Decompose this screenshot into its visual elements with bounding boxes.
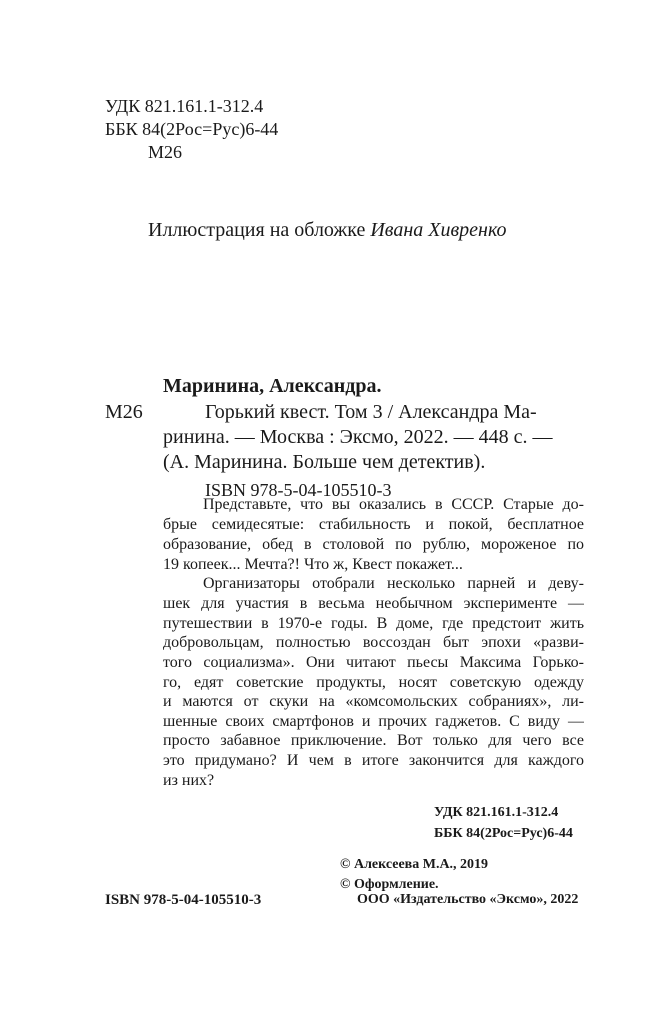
annotation-line: 19 копеек... Мечта?! Что ж, Квест покажет...: [163, 556, 463, 573]
illustration-artist: Ивана Хивренко: [370, 219, 507, 241]
author-mark: М26: [148, 142, 183, 162]
annotation-line: Организаторы отобрали несколько парней и деву-: [203, 575, 584, 592]
annotation-line: из них?: [163, 772, 215, 789]
bottom-bbk-code: ББК 84(2Рос=Рус)6-44: [434, 826, 573, 841]
annotation-line: шенные своих смартфонов и прочих гаджетов. С виду —: [163, 713, 584, 730]
annotation-line: шек для участия в весьма необычном эксперименте —: [163, 595, 584, 612]
author-heading: Маринина, Александра.: [163, 375, 382, 397]
annotation-line: добровольцам, полностью воссоздан быт эпохи «разви-: [163, 634, 584, 651]
annotation-line: го, едят советские продукты, носят советскую одежду: [163, 674, 584, 691]
udk-code: УДК 821.161.1-312.4: [105, 96, 264, 116]
copyright-author: © Алексеева М.А., 2019: [340, 857, 489, 872]
record-isbn: ISBN 978-5-04-105510-3: [205, 480, 392, 500]
illustration-credit: [148, 218, 507, 242]
record-author-mark: М26: [105, 401, 143, 423]
copyright-design: © Оформление.: [340, 877, 439, 892]
bottom-udk-code: УДК 821.161.1-312.4: [434, 805, 559, 820]
description-line: Горький квест. Том 3 / Александра Ма-: [205, 401, 537, 423]
description-line: (А. Маринина. Больше чем детектив).: [163, 451, 486, 473]
bbk-code: ББК 84(2Рос=Рус)6-44: [105, 119, 279, 139]
illustration-prefix: Иллюстрация на обложке: [148, 219, 371, 241]
annotation-line: брые семидесятые: стабильность и покой, бесплатное: [163, 516, 584, 533]
annotation-line: и маются от скуки на «комсомольских собраниях», ли-: [163, 693, 584, 710]
annotation-line: Представьте, что вы оказались в СССР. Старые до-: [203, 496, 584, 513]
footer-isbn: ISBN 978-5-04-105510-3: [105, 892, 262, 908]
annotation-line: того социализма». Они читают пьесы Максима Горько-: [163, 654, 584, 671]
annotation-line: путешествии в 1970-е годы. В доме, где предстоит жить: [163, 615, 584, 632]
description-line: ринина. — Москва : Эксмо, 2022. — 448 с. —: [163, 426, 553, 448]
annotation-line: просто забавное приключение. Вот только для чего все: [163, 732, 584, 749]
copyright-publisher: ООО «Издательство «Эксмо», 2022: [357, 892, 579, 907]
annotation-line: образование, обед в столовой по рублю, мороженое по: [163, 536, 584, 553]
annotation-line: это придумано? И чем в итоге закончится для каждого: [163, 752, 584, 769]
